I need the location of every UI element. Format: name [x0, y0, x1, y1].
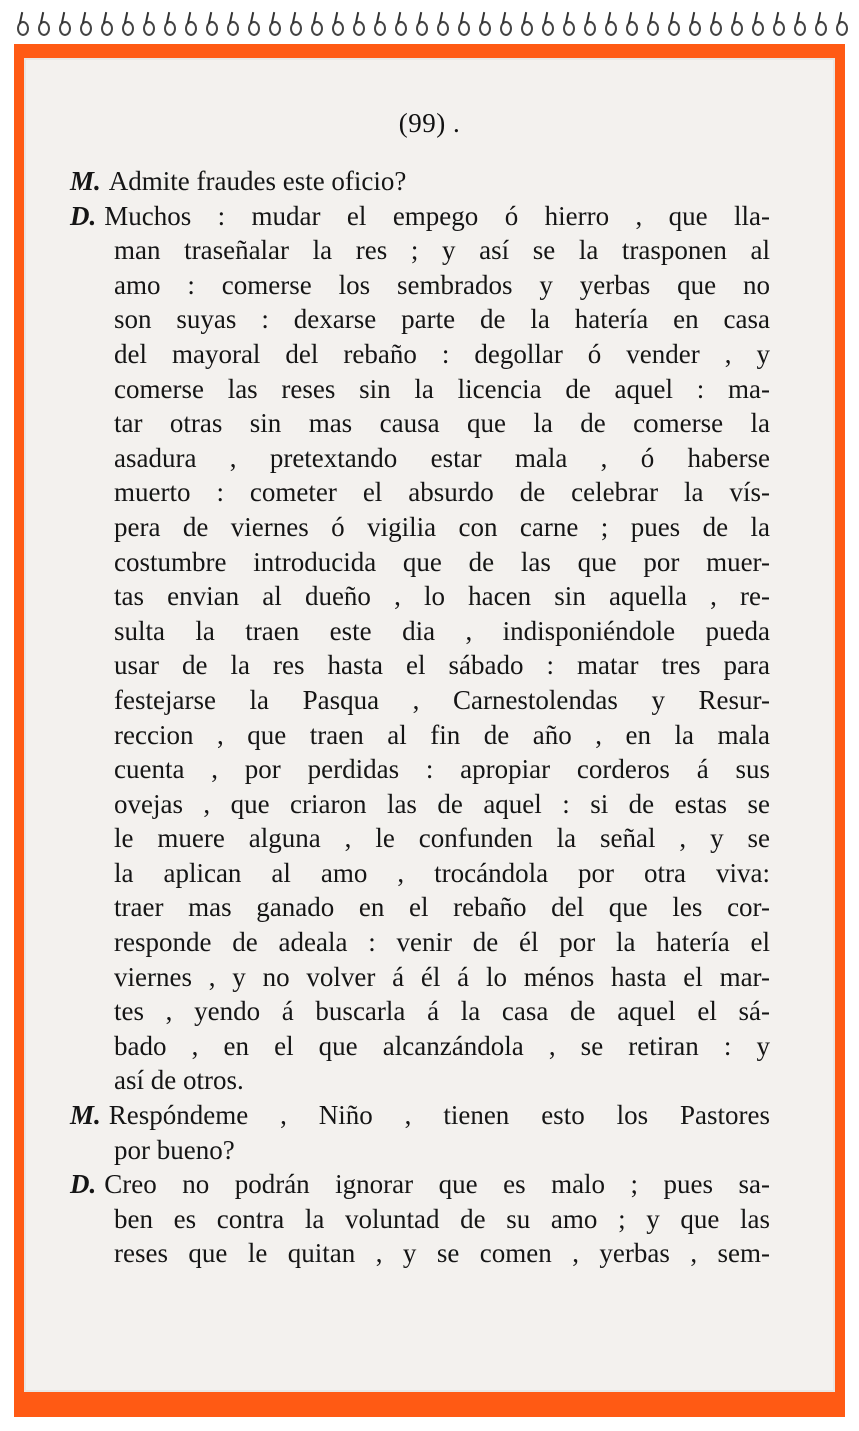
spiral-coil	[749, 12, 761, 34]
text-line: D. Creo no podrán ignorar que es malo ; pues sa-	[70, 1169, 770, 1200]
spiral-coil	[245, 12, 257, 34]
spiral-coil	[665, 12, 677, 34]
spiral-coil	[413, 12, 425, 34]
text-line: man traseñalar la res ; y así se la trasponen al	[114, 235, 770, 266]
text-line: tes , yendo á buscarla á la casa de aquel el sá-	[114, 996, 770, 1027]
text-line: por bueno?	[114, 1134, 235, 1165]
text-line: del mayoral del rebaño : degollar ó vender , y	[114, 338, 770, 369]
spiral-coil	[455, 12, 467, 34]
dialogue-text	[70, 164, 770, 1271]
spiral-coil	[308, 12, 320, 34]
spiral-coil	[581, 12, 593, 34]
spiral-coil	[56, 12, 68, 34]
text-line: D. Muchos : mudar el empego ó hierro , que lla-	[70, 200, 770, 231]
spiral-coil	[203, 12, 215, 34]
spiral-coils	[14, 12, 845, 38]
text-line: muerto : cometer el absurdo de celebrar la vís-	[114, 477, 770, 508]
text-line: comerse las reses sin la licencia de aquel : ma-	[114, 373, 770, 404]
text-line: tar otras sin mas causa que la de comerse la	[114, 408, 770, 439]
spiral-coil	[833, 12, 845, 34]
spiral-coil	[392, 12, 404, 34]
spiral-coil	[602, 12, 614, 34]
spiral-coil	[686, 12, 698, 34]
spiral-coil	[770, 12, 782, 34]
spiral-coil	[371, 12, 383, 34]
text-line: sulta la traen este dia , indisponiéndole pueda	[114, 615, 770, 646]
speaker-label: M.	[70, 166, 101, 196]
spiral-coil	[497, 12, 509, 34]
text-line: traer mas ganado en el rebaño del que les cor-	[114, 892, 770, 923]
book-page	[24, 58, 835, 1392]
spiral-coil	[77, 12, 89, 34]
spiral-coil	[266, 12, 278, 34]
spiral-coil	[140, 12, 152, 34]
spiral-coil	[182, 12, 194, 34]
spiral-coil	[812, 12, 824, 34]
spiral-coil	[728, 12, 740, 34]
spiral-coil	[287, 12, 299, 34]
spiral-coil	[98, 12, 110, 34]
spiral-coil	[161, 12, 173, 34]
text-line: responde de adeala : venir de él por la hatería el	[114, 927, 770, 958]
text-line: festejarse la Pasqua , Carnestolendas y Resur-	[114, 684, 770, 715]
spiral-coil	[560, 12, 572, 34]
spiral-coil	[707, 12, 719, 34]
spiral-binding	[0, 0, 859, 44]
spiral-coil	[350, 12, 362, 34]
text-line: le muere alguna , le confunden la señal , y se	[114, 823, 770, 854]
text-line: la aplican al amo , trocándola por otra viva:	[114, 857, 770, 888]
text-line: cuenta , por perdidas : apropiar corderos á sus	[114, 754, 770, 785]
spiral-coil	[791, 12, 803, 34]
text-line: reccion , que traen al fin de año , en la mala	[114, 719, 770, 750]
speaker-label: D.	[70, 200, 97, 231]
speaker-label: D.	[70, 1169, 97, 1200]
text-line: tas envian al dueño , lo hacen sin aquella , re-	[114, 581, 770, 612]
text-line: usar de la res hasta el sábado : matar tres para	[114, 650, 770, 681]
orange-frame	[14, 44, 845, 1417]
spiral-coil	[35, 12, 47, 34]
spiral-coil	[644, 12, 656, 34]
spiral-coil	[539, 12, 551, 34]
text-line: viernes , y no volver á él á lo ménos hasta el mar-	[114, 961, 770, 992]
text-line: así de otros.	[114, 1065, 244, 1096]
text-line: reses que le quitan , y se comen , yerbas , sem-	[114, 1238, 770, 1269]
spiral-coil	[329, 12, 341, 34]
text-line: asadura , pretextando estar mala , ó haberse	[114, 442, 770, 473]
text-line: pera de viernes ó vigilia con carne ; pues de la	[114, 511, 770, 542]
spiral-coil	[518, 12, 530, 34]
text-line: amo : comerse los sembrados y yerbas que no	[114, 269, 770, 300]
text-line: bado , en el que alcanzándola , se retiran : y	[114, 1030, 770, 1061]
spiral-coil	[14, 12, 26, 34]
page-number: (99) .	[398, 108, 461, 138]
text-line: ovejas , que criaron las de aquel : si de estas se	[114, 788, 770, 819]
spiral-coil	[434, 12, 446, 34]
text-line: ben es contra la voluntad de su amo ; y que las	[114, 1203, 770, 1234]
text-line: son suyas : dexarse parte de la hatería en casa	[114, 304, 770, 335]
spiral-coil	[476, 12, 488, 34]
spiral-coil	[623, 12, 635, 34]
spiral-coil	[119, 12, 131, 34]
speaker-label: M.	[70, 1100, 101, 1131]
text-line: costumbre introducida que de las que por muer-	[114, 546, 770, 577]
text-line: M. Admite fraudes este oficio?	[70, 166, 407, 196]
text-line: M. Respóndeme , Niño , tienen esto los Pastores	[70, 1100, 770, 1131]
spiral-coil	[224, 12, 236, 34]
